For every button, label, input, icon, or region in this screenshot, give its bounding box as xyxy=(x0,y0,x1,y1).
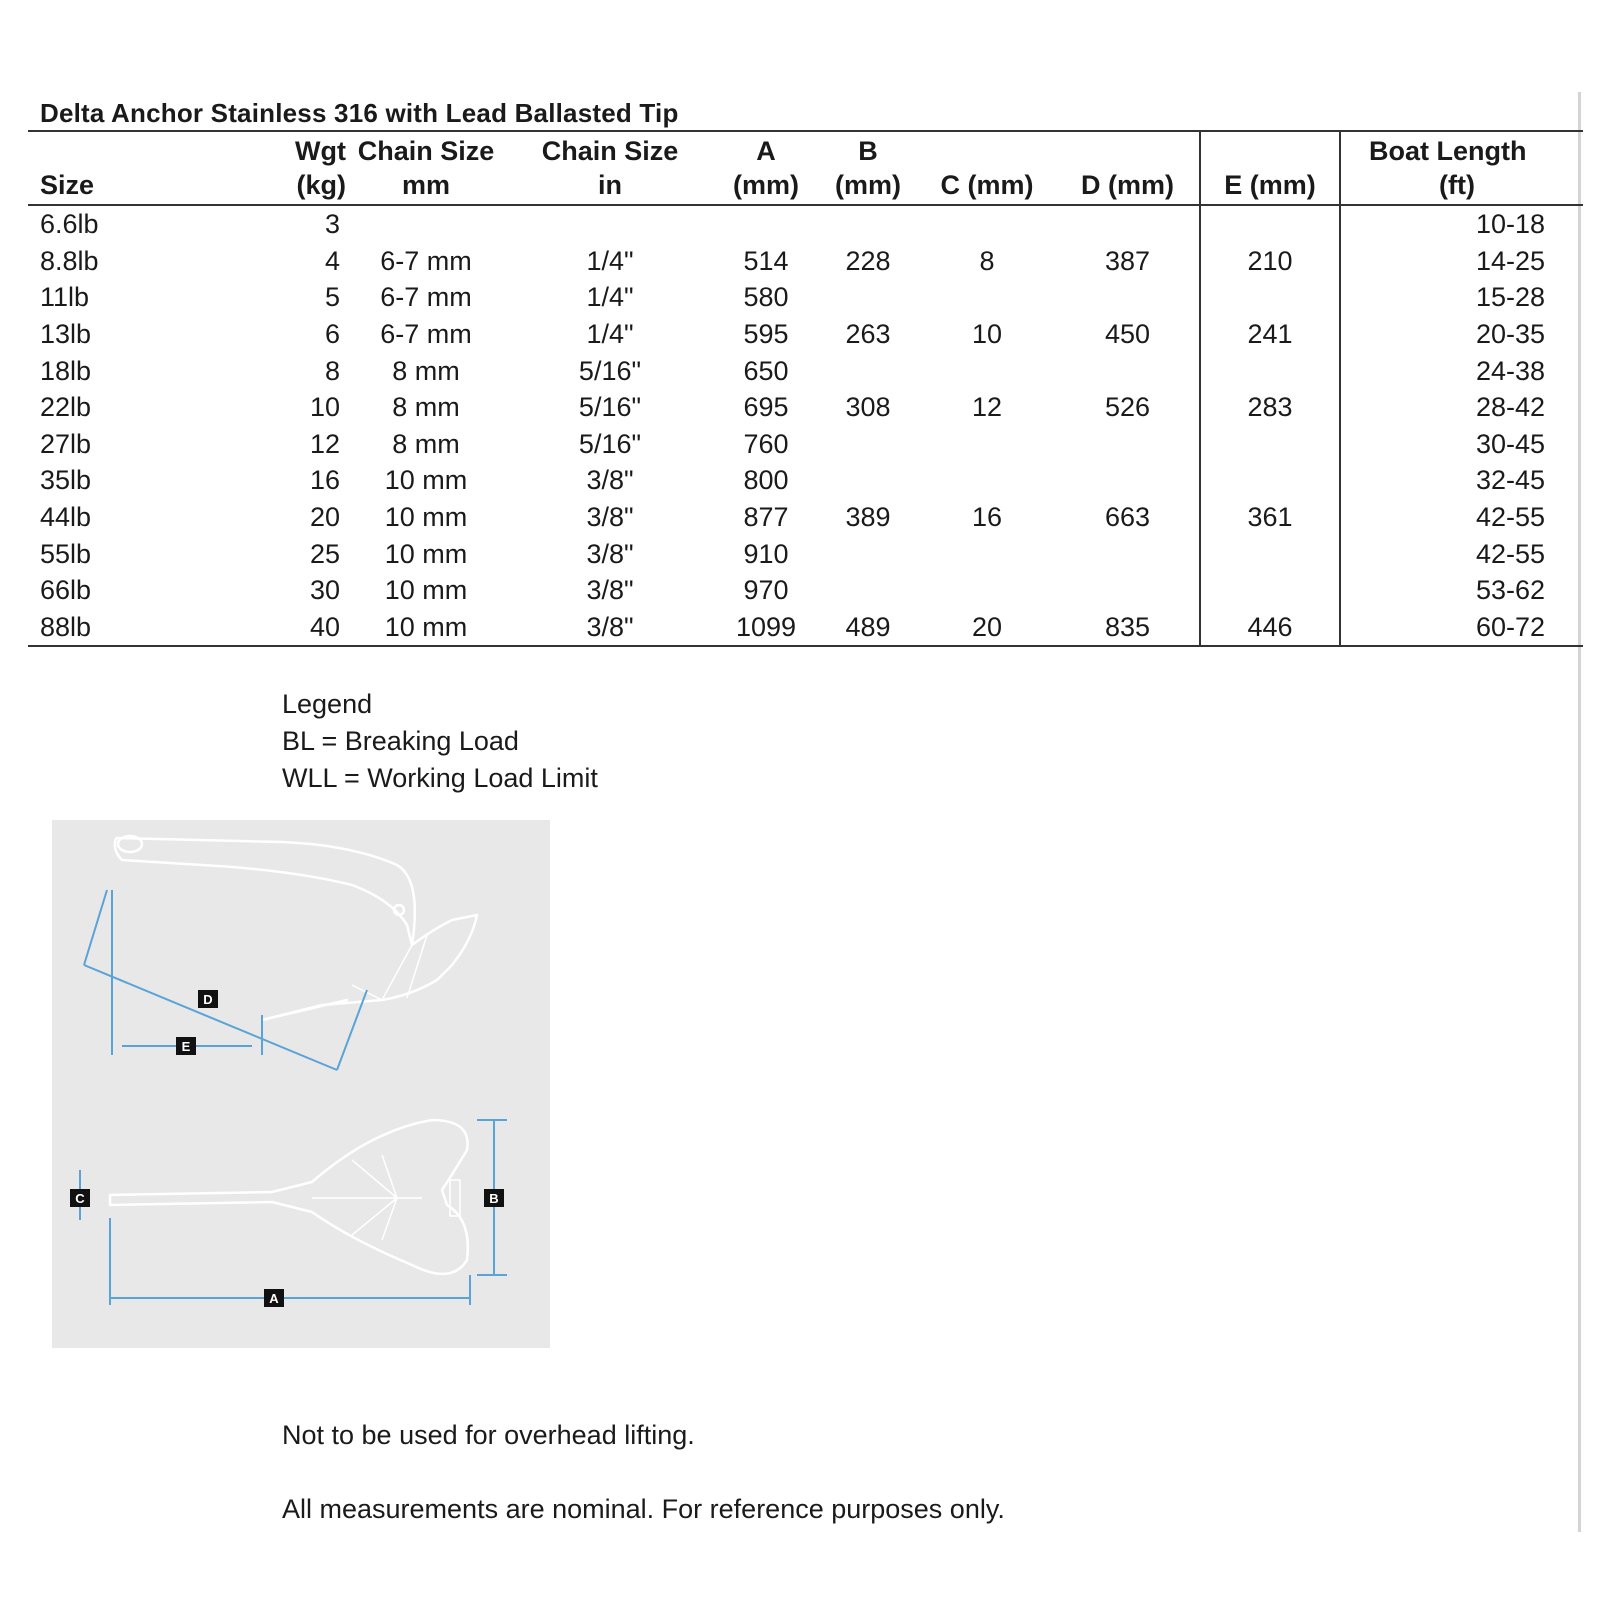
cell-c xyxy=(918,352,1056,389)
cell-e xyxy=(1200,572,1340,609)
cell-c xyxy=(918,572,1056,609)
cell-d xyxy=(1056,426,1200,463)
cell-b: 308 xyxy=(845,392,891,423)
cell-chain-in: 5/16" xyxy=(578,355,642,386)
svg-text:E: E xyxy=(181,1039,191,1054)
header-wgt: Wgt (kg) xyxy=(295,136,346,200)
cell-boat: 30-45 xyxy=(1340,426,1583,463)
dimension-badge-e xyxy=(176,1037,196,1055)
cell-chain-in: 1/4" xyxy=(586,245,634,276)
cell-wgt: 30 xyxy=(309,575,340,606)
cell-d xyxy=(1056,462,1200,499)
cell-size: 55lb xyxy=(40,538,92,569)
cell-a: 760 xyxy=(743,428,789,459)
cell-e xyxy=(1200,462,1340,499)
note-lifting: Not to be used for overhead lifting. xyxy=(282,1420,695,1450)
anchor-dimension-diagram xyxy=(52,820,550,1348)
header-chain-mm: Chain Size mm xyxy=(357,136,495,200)
cell-d: 663 xyxy=(1104,502,1151,533)
svg-text:A: A xyxy=(269,1291,279,1306)
table-row xyxy=(28,572,1583,609)
cell-chain-mm: 10 mm xyxy=(384,611,468,642)
header-d: D (mm) xyxy=(1081,170,1174,200)
cell-d xyxy=(1056,279,1200,316)
cell-c: 16 xyxy=(971,502,1003,533)
cell-wgt: 10 xyxy=(309,392,340,423)
cell-wgt: 12 xyxy=(309,428,340,459)
cell-wgt: 16 xyxy=(309,465,340,496)
table-row xyxy=(28,389,1583,426)
cell-b: 489 xyxy=(845,611,891,642)
cell-e: 241 xyxy=(1200,316,1340,353)
anchor-spec-table xyxy=(28,130,1583,647)
cell-a: 1099 xyxy=(735,611,797,642)
cell-chain-mm: 6-7 mm xyxy=(380,245,472,276)
header-boat-length: Boat Length (ft) xyxy=(1340,131,1583,205)
cell-wgt: 40 xyxy=(309,611,340,642)
cell-wgt: 4 xyxy=(324,245,340,276)
table-row xyxy=(28,609,1583,647)
cell-wgt: 25 xyxy=(309,538,340,569)
header-size: Size xyxy=(40,170,95,200)
cell-c: 8 xyxy=(979,245,995,276)
legend xyxy=(282,686,598,797)
cell-d: 835 xyxy=(1104,611,1151,642)
cell-chain-mm: 8 mm xyxy=(392,355,460,386)
cell-boat: 32-45 xyxy=(1340,462,1583,499)
cell-a: 910 xyxy=(743,538,789,569)
table-row xyxy=(28,499,1583,536)
header-row xyxy=(28,131,1583,205)
cell-b xyxy=(818,352,918,389)
cell-chain-mm: 8 mm xyxy=(392,428,460,459)
table-row xyxy=(28,462,1583,499)
cell-boat: 15-28 xyxy=(1340,279,1583,316)
cell-size: 13lb xyxy=(40,319,92,350)
cell-chain-mm: 8 mm xyxy=(392,392,460,423)
cell-boat: 42-55 xyxy=(1340,499,1583,536)
cell-b xyxy=(818,279,918,316)
cell-a: 580 xyxy=(743,282,789,313)
cell-c: 10 xyxy=(971,319,1003,350)
cell-d: 526 xyxy=(1104,392,1151,423)
svg-text:B: B xyxy=(489,1191,499,1206)
cell-boat: 28-42 xyxy=(1340,389,1583,426)
cell-d xyxy=(1056,352,1200,389)
cell-a: 650 xyxy=(743,355,789,386)
cell-c xyxy=(918,279,1056,316)
cell-boat: 53-62 xyxy=(1340,572,1583,609)
cell-a: 514 xyxy=(743,245,789,276)
cell-boat: 20-35 xyxy=(1340,316,1583,353)
cell-wgt: 6 xyxy=(324,319,340,350)
cell-boat: 14-25 xyxy=(1340,243,1583,280)
cell-chain-mm: 10 mm xyxy=(384,465,468,496)
cell-c xyxy=(918,426,1056,463)
header-chain-in: Chain Size in xyxy=(541,136,679,200)
cell-size: 66lb xyxy=(40,575,92,606)
cell-chain-mm: 6-7 mm xyxy=(380,282,472,313)
table-row xyxy=(28,279,1583,316)
cell-wgt: 20 xyxy=(309,502,340,533)
cell-a: 970 xyxy=(743,575,789,606)
cell-c xyxy=(918,205,1056,243)
cell-chain-in: 5/16" xyxy=(578,428,642,459)
cell-d xyxy=(1056,572,1200,609)
header-b: B (mm) xyxy=(835,136,901,200)
cell-size: 22lb xyxy=(40,392,92,423)
cell-boat: 24-38 xyxy=(1340,352,1583,389)
cell-a: 695 xyxy=(743,392,789,423)
cell-d: 387 xyxy=(1104,245,1151,276)
cell-chain-in: 3/8" xyxy=(586,611,634,642)
cell-c: 20 xyxy=(971,611,1003,642)
dimension-badge-d xyxy=(198,990,218,1008)
cell-c xyxy=(918,535,1056,572)
cell-e xyxy=(1200,205,1340,243)
cell-a: 595 xyxy=(743,319,789,350)
cell-b xyxy=(818,462,918,499)
cell-d: 450 xyxy=(1104,319,1151,350)
cell-chain-in: 3/8" xyxy=(586,465,634,496)
cell-size: 44lb xyxy=(40,502,92,533)
cell-size: 6.6lb xyxy=(40,209,99,240)
table-row xyxy=(28,352,1583,389)
cell-e xyxy=(1200,279,1340,316)
cell-size: 18lb xyxy=(40,355,92,386)
cell-e xyxy=(1200,352,1340,389)
cell-size: 11lb xyxy=(40,282,90,313)
cell-b xyxy=(818,535,918,572)
cell-wgt: 5 xyxy=(324,282,340,313)
cell-chain-in xyxy=(506,205,714,243)
cell-chain-in: 1/4" xyxy=(586,319,634,350)
cell-wgt: 3 xyxy=(324,209,340,240)
svg-text:D: D xyxy=(203,992,213,1007)
table-row xyxy=(28,316,1583,353)
legend-item: BL = Breaking Load xyxy=(282,726,519,756)
table-row xyxy=(28,243,1583,280)
cell-b: 263 xyxy=(845,319,891,350)
header-a: A (mm) xyxy=(733,136,799,200)
cell-boat: 42-55 xyxy=(1340,535,1583,572)
cell-size: 27lb xyxy=(40,428,92,459)
cell-a xyxy=(714,205,818,243)
cell-e: 210 xyxy=(1200,243,1340,280)
cell-b: 389 xyxy=(845,502,891,533)
note-nominal: All measurements are nominal. For reference purposes only. xyxy=(282,1494,1005,1524)
cell-b xyxy=(818,572,918,609)
cell-chain-in: 5/16" xyxy=(578,392,642,423)
cell-chain-in: 3/8" xyxy=(586,502,634,533)
cell-wgt: 8 xyxy=(324,355,340,386)
cell-b xyxy=(818,426,918,463)
table-row xyxy=(28,426,1583,463)
legend-item: WLL = Working Load Limit xyxy=(282,763,598,793)
dimension-badge-c xyxy=(70,1189,90,1207)
cell-e: 283 xyxy=(1200,389,1340,426)
cell-b xyxy=(818,205,918,243)
cell-e: 446 xyxy=(1200,609,1340,647)
cell-d xyxy=(1056,535,1200,572)
cell-a: 877 xyxy=(743,502,789,533)
cell-chain-mm: 10 mm xyxy=(384,538,468,569)
cell-a: 800 xyxy=(743,465,789,496)
cell-chain-in: 3/8" xyxy=(586,538,634,569)
cell-size: 8.8lb xyxy=(40,245,99,276)
legend-heading: Legend xyxy=(282,689,373,719)
cell-chain-in: 3/8" xyxy=(586,575,634,606)
cell-d xyxy=(1056,205,1200,243)
cell-chain-mm xyxy=(346,205,506,243)
cell-e xyxy=(1200,535,1340,572)
table-row xyxy=(28,205,1583,243)
cell-size: 35lb xyxy=(40,465,92,496)
cell-chain-mm: 10 mm xyxy=(384,502,468,533)
cell-size: 88lb xyxy=(40,611,92,642)
cell-boat: 60-72 xyxy=(1340,609,1583,647)
header-e: E (mm) xyxy=(1200,131,1340,205)
table-row xyxy=(28,535,1583,572)
cell-c xyxy=(918,462,1056,499)
cell-chain-mm: 6-7 mm xyxy=(380,319,472,350)
page-title: Delta Anchor Stainless 316 with Lead Ballasted Tip xyxy=(40,98,679,128)
cell-c: 12 xyxy=(971,392,1003,423)
cell-b: 228 xyxy=(845,245,891,276)
table-body xyxy=(28,205,1583,646)
cell-e xyxy=(1200,426,1340,463)
cell-e: 361 xyxy=(1200,499,1340,536)
header-c: C (mm) xyxy=(940,170,1034,200)
dimension-badge-b xyxy=(484,1189,504,1207)
cell-chain-mm: 10 mm xyxy=(384,575,468,606)
cell-chain-in: 1/4" xyxy=(586,282,634,313)
dimension-badge-a xyxy=(264,1289,284,1307)
cell-boat: 10-18 xyxy=(1340,205,1583,243)
svg-text:C: C xyxy=(75,1191,85,1206)
diagram-background xyxy=(52,820,550,1348)
